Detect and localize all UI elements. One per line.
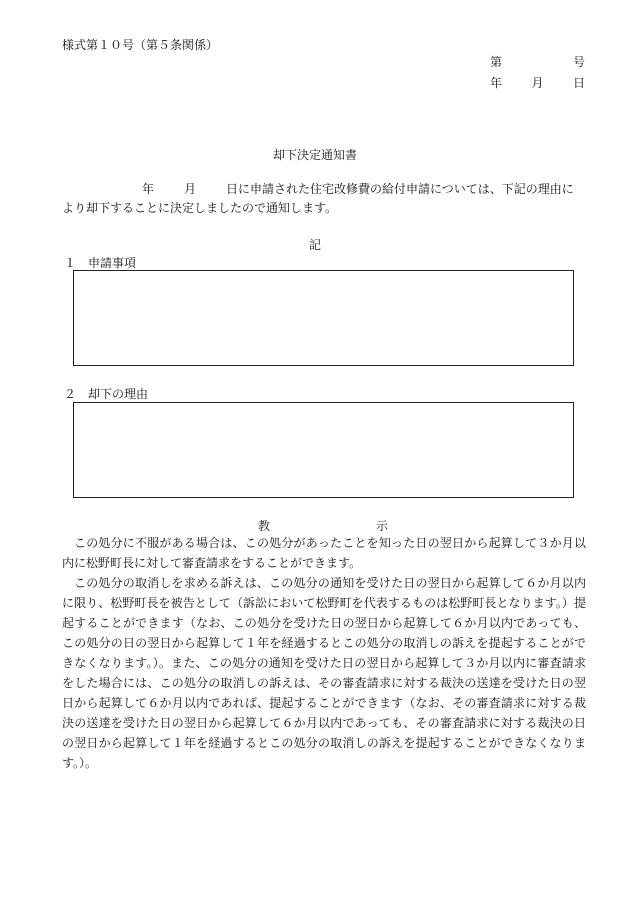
- notice-paragraph-2: この処分の取消しを求める訴えは、この処分の通知を受けた日の翌日から起算して６か月以内に限り、松野町長を被告として（訴訟において松野町を代表するものは松野町長となります。）提起することができます（なお、この処分を受けた日の翌日から起算して６か月以内であっても、この処分の日の翌日から起算して１年を経過するとこの処分の取消しの訴えを提起することができなくなります。）。また、この処分の通知を受けた日の翌日から起算して３か月以内に審査請求をした場合には、この処分の取消しの訴えは、その審査請求に対する裁決の送達を受けた日の翌日から起算して６か月以内であれば、提起することができます（なお、その審査請求に対する裁決の送達を受けた日の翌日から起算して６か月以内であっても、その審査請求に対する裁決の日の翌日から起算して１年を経過するとこの処分の取消しの訴えを提起することができなくなります。）。: [62, 576, 586, 770]
- form-number: 様式第１０号（第５条関係）: [62, 38, 219, 52]
- ki-heading: 記: [308, 238, 321, 252]
- intro-text: 日に申請された住宅改修費の給付申請については、下記の理由により却下することに決定しましたので通知します。: [62, 182, 574, 215]
- notice-title-char-2: 示: [375, 519, 388, 533]
- application-items-box: [73, 270, 574, 366]
- number-prefix: 第: [490, 55, 503, 69]
- date-line: [490, 74, 585, 92]
- notice-title-char-1: 教: [258, 519, 271, 533]
- notice-body: [62, 533, 586, 773]
- intro-year: 年: [142, 182, 155, 196]
- intro-paragraph: [62, 180, 584, 218]
- intro-month: 月: [184, 182, 197, 196]
- date-year: 年: [490, 76, 503, 90]
- notice-paragraph-1: この処分に不服がある場合は、この処分があったことを知った日の翌日から起算して３か月以内に松野町長に対して審査請求をすることができます。: [62, 536, 586, 570]
- number-line: [490, 53, 585, 71]
- intro-date: [62, 180, 226, 199]
- rejection-reason-box: [73, 402, 574, 498]
- date-day: 日: [572, 76, 585, 90]
- document-title: 却下決定通知書: [272, 148, 357, 162]
- section-2-label: ２ 却下の理由: [64, 387, 149, 401]
- section-1-label: １ 申請事項: [64, 256, 137, 270]
- number-suffix: 号: [572, 55, 585, 69]
- document-number-block: [490, 53, 585, 92]
- date-month: 月: [531, 76, 544, 90]
